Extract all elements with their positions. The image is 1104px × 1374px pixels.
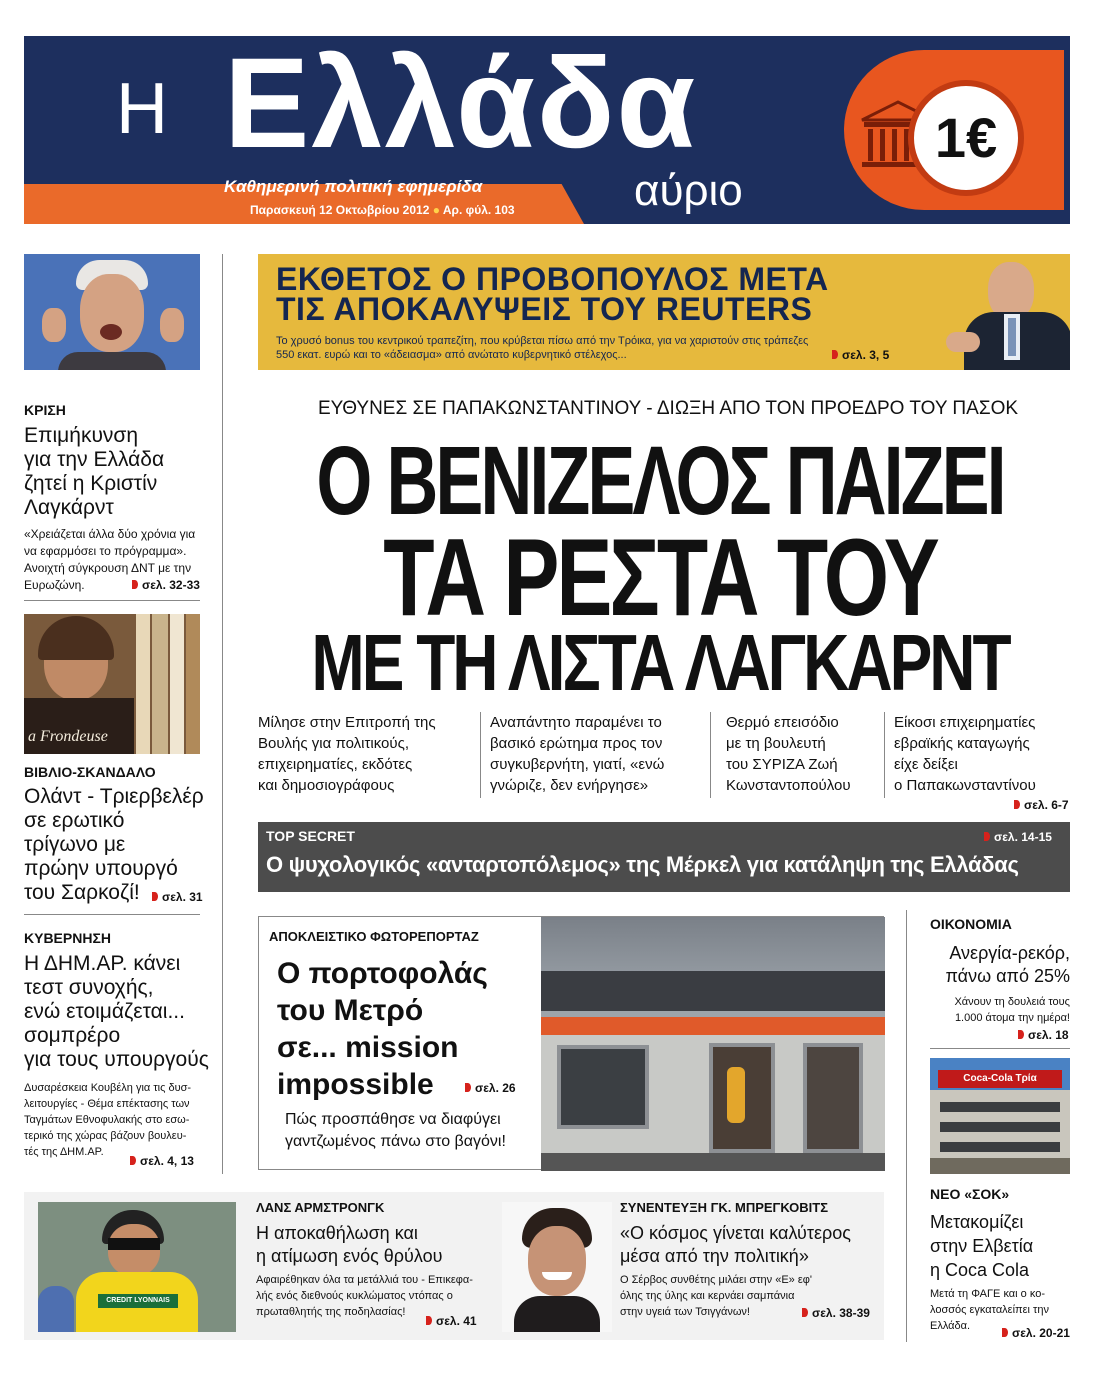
text-line: Πώς προσπάθησε να διαφύγει (285, 1111, 501, 1128)
text-line: Χάνουν τη δουλειά τους (954, 996, 1070, 1008)
column-rule-left (222, 254, 223, 1174)
headline-line: impossible (277, 1068, 434, 1101)
krisi-headline (24, 424, 164, 520)
top-story-headline (276, 261, 829, 327)
text-line: Δυσαρέσκεια Κουβέλη για τις δυσ- (24, 1082, 192, 1094)
main-headline-line-2: ΤΑ ΡΕΣΤΑ ΤΟΥ (383, 516, 937, 639)
masthead-issue: Αρ. φύλ. 103 (442, 203, 515, 217)
armstrong-photo (38, 1202, 236, 1332)
text-line: με τη βουλευτή (726, 735, 826, 752)
main-column-1 (258, 712, 472, 796)
headline-line: τεστ συνοχής, (24, 976, 154, 999)
top-secret-page: σελ. 14-15 (984, 830, 1052, 844)
text-line: λοσσός εγκαταλείπει την (930, 1304, 1049, 1316)
book-cover-text: a Frondeuse (28, 728, 108, 745)
headline-line: σε ερωτικό (24, 809, 125, 832)
text-line: «Χρειάζεται άλλα δύο χρόνια για (24, 527, 196, 541)
metro-text (285, 1109, 506, 1153)
text-line: να εφαρμόσει το πρόγραμμα». (24, 544, 187, 558)
headline-line: στην Ελβετία (930, 1236, 1034, 1256)
section-label-krisi: ΚΡΙΣΗ (24, 402, 66, 418)
headline-line: για την Ελλάδα (24, 448, 165, 471)
text-line: λειτουργίες - Θέμα επέκτασης των (24, 1098, 190, 1110)
text-line: λής ενός διεθνούς κυκλώματος ντόπας ο (256, 1290, 453, 1302)
top-story-headline-line: ΕΚΘΕΤΟΣ Ο ΠΡΟΒΟΠΟΥΛΟΣ ΜΕΤΑ (276, 261, 829, 297)
text-line: τές της ΔΗΜ.ΑΡ. (24, 1146, 104, 1158)
headline-line: «Ο κόσμος γίνεται καλύτερος (620, 1223, 851, 1243)
text-line: Μίλησε στην Επιτροπή της (258, 714, 436, 731)
masthead-aurio: αύριο (634, 166, 743, 215)
bregovic-page: σελ. 38-39 (802, 1306, 870, 1320)
top-secret-kicker: TOP SECRET (266, 828, 355, 844)
top-secret-banner (258, 822, 1070, 892)
main-page: σελ. 6-7 (1014, 798, 1069, 812)
text-line: βασικό ερώτημα προς τον (490, 735, 663, 752)
headline-line: πρώην υπουργό (24, 857, 178, 880)
krisi-page: σελ. 32-33 (132, 578, 200, 592)
headline-line: Ανεργία-ρεκόρ, (949, 943, 1070, 963)
text-line: και δημοσιογράφους (258, 777, 395, 794)
text-line: ο Παπακωνσταντίνου (894, 777, 1036, 794)
neo-sok-headline (930, 1210, 1033, 1282)
main-headline-line-1: Ο ΒΕΝΙΖΕΛΟΣ ΠΑΙΖΕΙ (316, 427, 1004, 536)
top-story-page: σελ. 3, 5 (832, 348, 889, 362)
masthead-date: Παρασκευή 12 Οκτωβρίου 2012 (250, 203, 430, 217)
headline-line: Ολάντ - Τριερβελέρ (24, 785, 204, 808)
bregovic-headline (620, 1222, 851, 1268)
text-line: όλης της ύλης και κερνάει σαμπάνια (620, 1290, 795, 1302)
text-line: Βουλής για πολιτικούς, (258, 735, 410, 752)
oikonomia-text (910, 994, 1070, 1026)
trierweiler-photo (24, 614, 200, 754)
top-story-summary-line: Το χρυσό bonus του κεντρικού τραπεζίτη, που κρύβεται πίσω από την Τρόικα, για να χαριστούν στις τράπεζες (276, 335, 809, 347)
text-line: Αφαιρέθηκαν όλα τα μετάλλιά του - Επικεφα- (256, 1274, 473, 1286)
divider (24, 600, 200, 601)
text-line: Ελλάδα. (930, 1320, 971, 1332)
text-line: 1.000 άτομα την ημέρα! (954, 1012, 1070, 1024)
text-line: στην υγειά των Τσιγγάνων! (620, 1306, 750, 1318)
armstrong-jersey-text: CREDIT LYONNAIS (98, 1294, 178, 1308)
armstrong-page: σελ. 41 (426, 1314, 477, 1328)
main-headline-line-3: ΜΕ ΤΗ ΛΙΣΤΑ ΛΑΓΚΑΡΝΤ (311, 617, 1009, 708)
headline-line: μέσα από την πολιτική» (620, 1246, 809, 1266)
column-rule (710, 712, 711, 798)
text-line: εβραϊκής καταγωγής (894, 735, 1030, 752)
metro-page: σελ. 26 (465, 1081, 516, 1095)
headline-line: Επιμήκυνση (24, 424, 139, 447)
provopoulos-photo (946, 254, 1070, 370)
text-line: Αναπάντητο παραμένει το (490, 714, 662, 731)
text-line: Ταγμάτων Εθνοφυλακής στο εσω- (24, 1114, 190, 1126)
text-line: Ευρωζώνη. (24, 578, 85, 592)
headline-line: για τους υπουργούς (24, 1048, 209, 1071)
text-line: Είκοσι επιχειρηματίες (894, 714, 1036, 731)
top-story-headline-line: ΤΙΣ ΑΠΟΚΑΛΥΨΕΙΣ ΤΟΥ REUTERS (276, 291, 813, 327)
headline-line: του Μετρό (277, 994, 424, 1027)
bregovic-text (620, 1272, 812, 1320)
lagarde-photo (24, 254, 200, 370)
text-line: Μετά τη ΦΑΓΕ και ο κο- (930, 1288, 1045, 1300)
headline-line: ενώ ετοιμάζεται... (24, 1000, 185, 1023)
divider (24, 914, 200, 915)
masthead-dateline: Παρασκευή 12 Οκτωβρίου 2012 ● Αρ. φύλ. 103 (250, 203, 515, 217)
text-line: Ο Σέρβος συνθέτης μιλάει στην «Ε» εφ' (620, 1274, 812, 1286)
section-label-kyvernisi: ΚΥΒΕΡΝΗΣΗ (24, 930, 111, 946)
section-label-bregovic: ΣΥΝΕΝΤΕΥΞΗ ΓΚ. ΜΠΡΕΓΚΟΒΙΤΣ (620, 1200, 829, 1215)
main-column-4 (894, 712, 1070, 796)
coca-cola-building-photo (930, 1058, 1070, 1174)
masthead (24, 36, 1070, 224)
column-rule-right (906, 910, 907, 1342)
bregovic-photo (502, 1202, 612, 1332)
text-line: του ΣΥΡΙΖΑ Ζωή (726, 756, 838, 773)
metro-headline (277, 955, 488, 1103)
headline-line: Λαγκάρντ (24, 496, 114, 519)
top-story-banner (258, 254, 1070, 370)
main-column-2 (490, 712, 704, 796)
column-rule (884, 712, 885, 798)
headline-line: Μετακομίζει (930, 1212, 1024, 1232)
column-rule (480, 712, 481, 798)
bottom-strip (24, 1192, 884, 1340)
main-kicker: ΕΥΘΥΝΕΣ ΣΕ ΠΑΠΑΚΩΝΣΤΑΝΤΙΝΟΥ - ΔΙΩΞΗ ΑΠΟ ΤΟΝ ΠΡΟΕΔΡΟ ΤΟΥ ΠΑΣΟΚ (317, 398, 1019, 419)
oikonomia-page: σελ. 18 (1018, 1028, 1069, 1042)
text-line: συγκυβερνήτη, γιατί, «ενώ (490, 756, 665, 773)
masthead-title: Ελλάδα (224, 36, 698, 175)
masthead-subtitle: Καθημερινή πολιτική εφημερίδα (224, 177, 483, 196)
neo-sok-page: σελ. 20-21 (1002, 1326, 1070, 1340)
headline-line: Η ΔΗΜ.ΑΡ. κάνει (24, 952, 181, 975)
top-story-summary (276, 334, 808, 362)
coca-cola-sign: Coca-Cola Τρία (938, 1070, 1062, 1088)
text-line: είχε δείξει (894, 756, 958, 773)
kyvernisi-page: σελ. 4, 13 (130, 1154, 194, 1168)
headline-line: Η αποκαθήλωση και (256, 1223, 418, 1243)
headline-line: σε... mission (277, 1031, 459, 1064)
section-label-vivlio: ΒΙΒΛΙΟ-ΣΚΑΝΔΑΛΟ (24, 764, 156, 780)
section-label-armstrong: ΛΑΝΣ ΑΡΜΣΤΡΟΝΓΚ (256, 1200, 385, 1215)
text-line: επιχειρηματίες, εκδότες (258, 756, 413, 773)
divider (930, 1048, 1070, 1049)
vivlio-page: σελ. 31 (152, 890, 203, 904)
headline-line: τρίγωνο με (24, 833, 126, 856)
text-line: πρωταθλητής της ποδηλασίας! (256, 1306, 406, 1318)
text-line: Κωνσταντοπούλου (726, 777, 851, 794)
oikonomia-headline (930, 942, 1070, 988)
headline-line: ζητεί η Κριστίν (24, 472, 158, 495)
armstrong-text (256, 1272, 473, 1320)
top-secret-headline: Ο ψυχολογικός «ανταρτοπόλεμος» της Μέρκελ για κατάληψη της Ελλάδας (266, 852, 1019, 877)
section-label-neo-sok: ΝΕΟ «ΣΟΚ» (930, 1186, 1010, 1202)
text-line: γαντζωμένος πάνω στο βαγόνι! (285, 1133, 506, 1150)
headline-line: πάνω από 25% (945, 966, 1070, 986)
masthead-article: Η (116, 69, 166, 149)
top-story-summary-line: 550 εκατ. ευρώ και το «άδειασμα» από ανώτατο κυβερνητικό στέλεχος... (276, 349, 627, 361)
headline-line: η Coca Cola (930, 1260, 1030, 1280)
vivlio-headline (24, 785, 204, 905)
price-badge: 1€ (908, 80, 1024, 196)
text-line: τερικό της χώρας βάζουν βουλευ- (24, 1130, 187, 1142)
armstrong-headline (256, 1222, 442, 1268)
headline-line: σομπρέρο (24, 1024, 121, 1047)
metro-kicker: ΑΠΟΚΛΕΙΣΤΙΚΟ ΦΩΤΟΡΕΠΟΡΤΑΖ (269, 929, 479, 944)
headline-line: η ατίμωση ενός θρύλου (256, 1246, 443, 1266)
text-line: γνώριζε, δεν ενήργησε» (490, 777, 649, 794)
text-line: Θερμό επεισόδιο (726, 714, 839, 731)
section-label-oikonomia: ΟΙΚΟΝΟΜΙΑ (930, 916, 1012, 932)
kyvernisi-headline (24, 952, 209, 1072)
main-column-3 (726, 712, 886, 796)
text-line: Ανοιχτή σύγκρουση ΔΝΤ με την (24, 561, 192, 575)
kyvernisi-text (24, 1080, 191, 1160)
metro-story-box (258, 916, 884, 1170)
metro-train-photo (541, 917, 885, 1171)
headline-line: του Σαρκοζί! (24, 881, 140, 904)
headline-line: Ο πορτοφολάς (277, 957, 488, 990)
